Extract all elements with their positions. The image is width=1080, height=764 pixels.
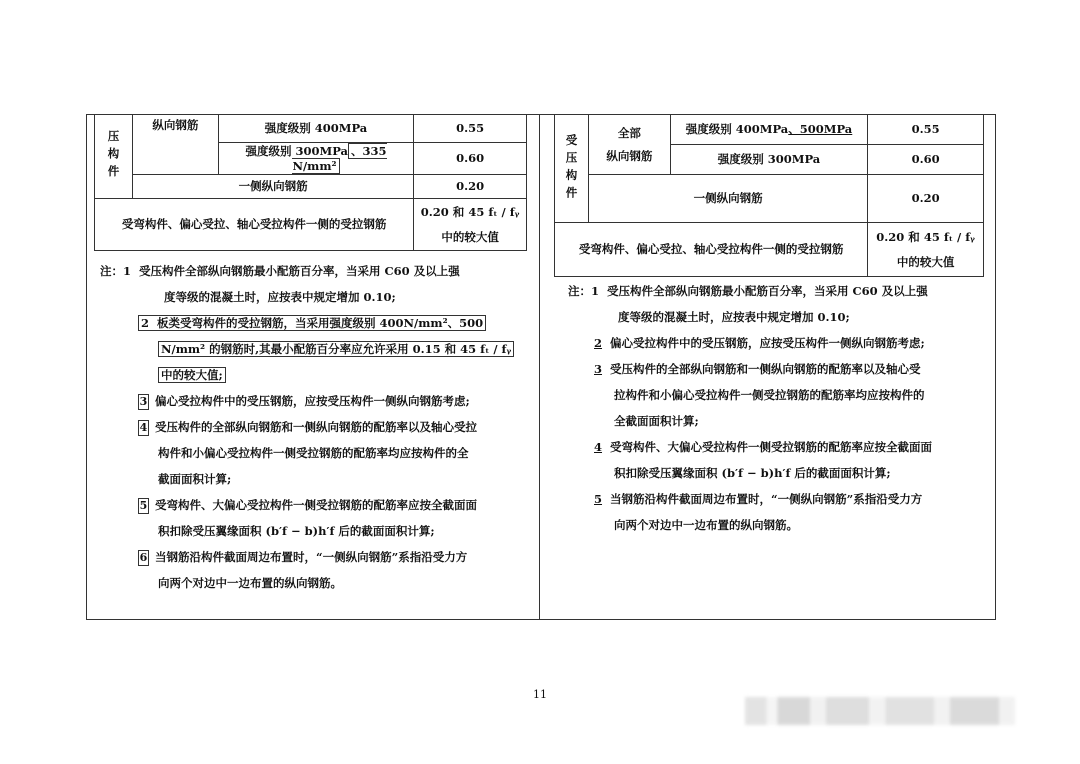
left-note-6: 6 当钢筋沿构件截面周边布置时，“一侧纵向钢筋”系指沿受力方 bbox=[139, 550, 468, 564]
left-note-2-cont: N/mm² 的钢筋时,其最小配筋百分率应允许采用 0.15 和 45 fₜ / fᵧ bbox=[100, 336, 540, 362]
right-row4-label: 受弯构件、偏心受拉、轴心受拉构件一侧的受拉钢筋 bbox=[555, 223, 868, 277]
left-notes bbox=[100, 258, 540, 596]
left-note-1-cont: 度等级的混凝土时，应按表中规定增加 0.10; bbox=[164, 290, 396, 304]
left-row3-value: 0.20 bbox=[414, 175, 527, 199]
right-side-label: 受压构件 bbox=[555, 115, 589, 223]
left-side-label: 压构件 bbox=[95, 115, 133, 199]
right-note-5: 5 当钢筋沿构件截面周边布置时，“一侧纵向钢筋”系指沿受力方 bbox=[594, 492, 923, 506]
left-note-4-end: 截面面积计算; bbox=[158, 472, 232, 486]
left-note-3: 3 偏心受拉构件中的受压钢筋，应按受压构件一侧纵向钢筋考虑; bbox=[139, 394, 470, 408]
right-ratio-table bbox=[554, 114, 984, 277]
right-note-1: 注：1 受压构件全部纵向钢筋最小配筋百分率，当采用 C60 及以上强 bbox=[568, 284, 928, 298]
right-row2-grade: 强度级别 300MPa bbox=[670, 145, 868, 175]
left-note-2: 2 板类受弯构件的受拉钢筋，当采用强度级别 400N/mm²、500 bbox=[100, 310, 540, 336]
left-row4-value: 0.20 和 45 fₜ / fᵧ 中的较大值 bbox=[414, 199, 527, 251]
left-row2-grade: 强度级别 300MPa 、335 N/mm² bbox=[218, 143, 414, 175]
right-note-3-end: 全截面面积计算; bbox=[614, 414, 699, 428]
left-note-2-end: 中的较大值; bbox=[100, 362, 540, 388]
right-note-5-cont: 向两个对边中一边布置的纵向钢筋。 bbox=[614, 518, 798, 532]
left-note-5-cont: 积扣除受压翼缘面积 (b′f − b)h′f 后的截面面积计算; bbox=[158, 524, 435, 538]
left-row3-label: 一侧纵向钢筋 bbox=[132, 175, 413, 199]
right-row1-grade: 强度级别 400MPa、500MPa bbox=[670, 115, 868, 145]
right-row4-value: 0.20 和 45 fₜ / fᵧ 中的较大值 bbox=[868, 223, 984, 277]
right-notes bbox=[568, 278, 998, 538]
left-note-5: 5 受弯构件、大偏心受拉构件一侧受拉钢筋的配筋率应按全截面面 bbox=[139, 498, 477, 512]
left-row1-grade: 强度级别 400MPa bbox=[218, 115, 414, 143]
right-row3-label: 一侧纵向钢筋 bbox=[588, 175, 867, 223]
blurred-watermark bbox=[745, 697, 1015, 725]
right-group-label: 全部 纵向钢筋 bbox=[588, 115, 670, 175]
right-row1-value: 0.55 bbox=[868, 115, 984, 145]
left-row4-label: 受弯构件、偏心受拉、轴心受拉构件一侧的受拉钢筋 bbox=[95, 199, 414, 251]
left-note-4-cont: 构件和小偏心受拉构件一侧受拉钢筋的配筋率均应按构件的全 bbox=[158, 446, 469, 460]
right-note-4: 4 受弯构件、大偏心受拉构件一侧受拉钢筋的配筋率应按全截面面 bbox=[594, 440, 933, 454]
left-note-6-cont: 向两个对边中一边布置的纵向钢筋。 bbox=[158, 576, 342, 590]
left-row2-value: 0.60 bbox=[414, 143, 527, 175]
right-note-3-cont: 拉构件和小偏心受拉构件一侧受拉钢筋的配筋率均应按构件的 bbox=[614, 388, 925, 402]
right-row2-value: 0.60 bbox=[868, 145, 984, 175]
right-note-3: 3 受压构件的全部纵向钢筋和一侧纵向钢筋的配筋率以及轴心受 bbox=[594, 362, 921, 376]
left-group-label: 纵向钢筋 bbox=[132, 115, 218, 175]
right-row3-value: 0.20 bbox=[868, 175, 984, 223]
page-number: 11 bbox=[533, 688, 547, 701]
left-note-1: 注：1 受压构件全部纵向钢筋最小配筋百分率，当采用 C60 及以上强 bbox=[100, 264, 460, 278]
left-note-4: 4 受压构件的全部纵向钢筋和一侧纵向钢筋的配筋率以及轴心受拉 bbox=[139, 420, 477, 434]
right-note-4-cont: 积扣除受压翼缘面积 (b′f − b)h′f 后的截面面积计算; bbox=[614, 466, 891, 480]
left-row1-value: 0.55 bbox=[414, 115, 527, 143]
left-ratio-table bbox=[94, 114, 527, 251]
right-note-2: 2 偏心受拉构件中的受压钢筋，应按受压构件一侧纵向钢筋考虑; bbox=[594, 336, 925, 350]
right-note-1-cont: 度等级的混凝土时，应按表中规定增加 0.10; bbox=[618, 310, 850, 324]
